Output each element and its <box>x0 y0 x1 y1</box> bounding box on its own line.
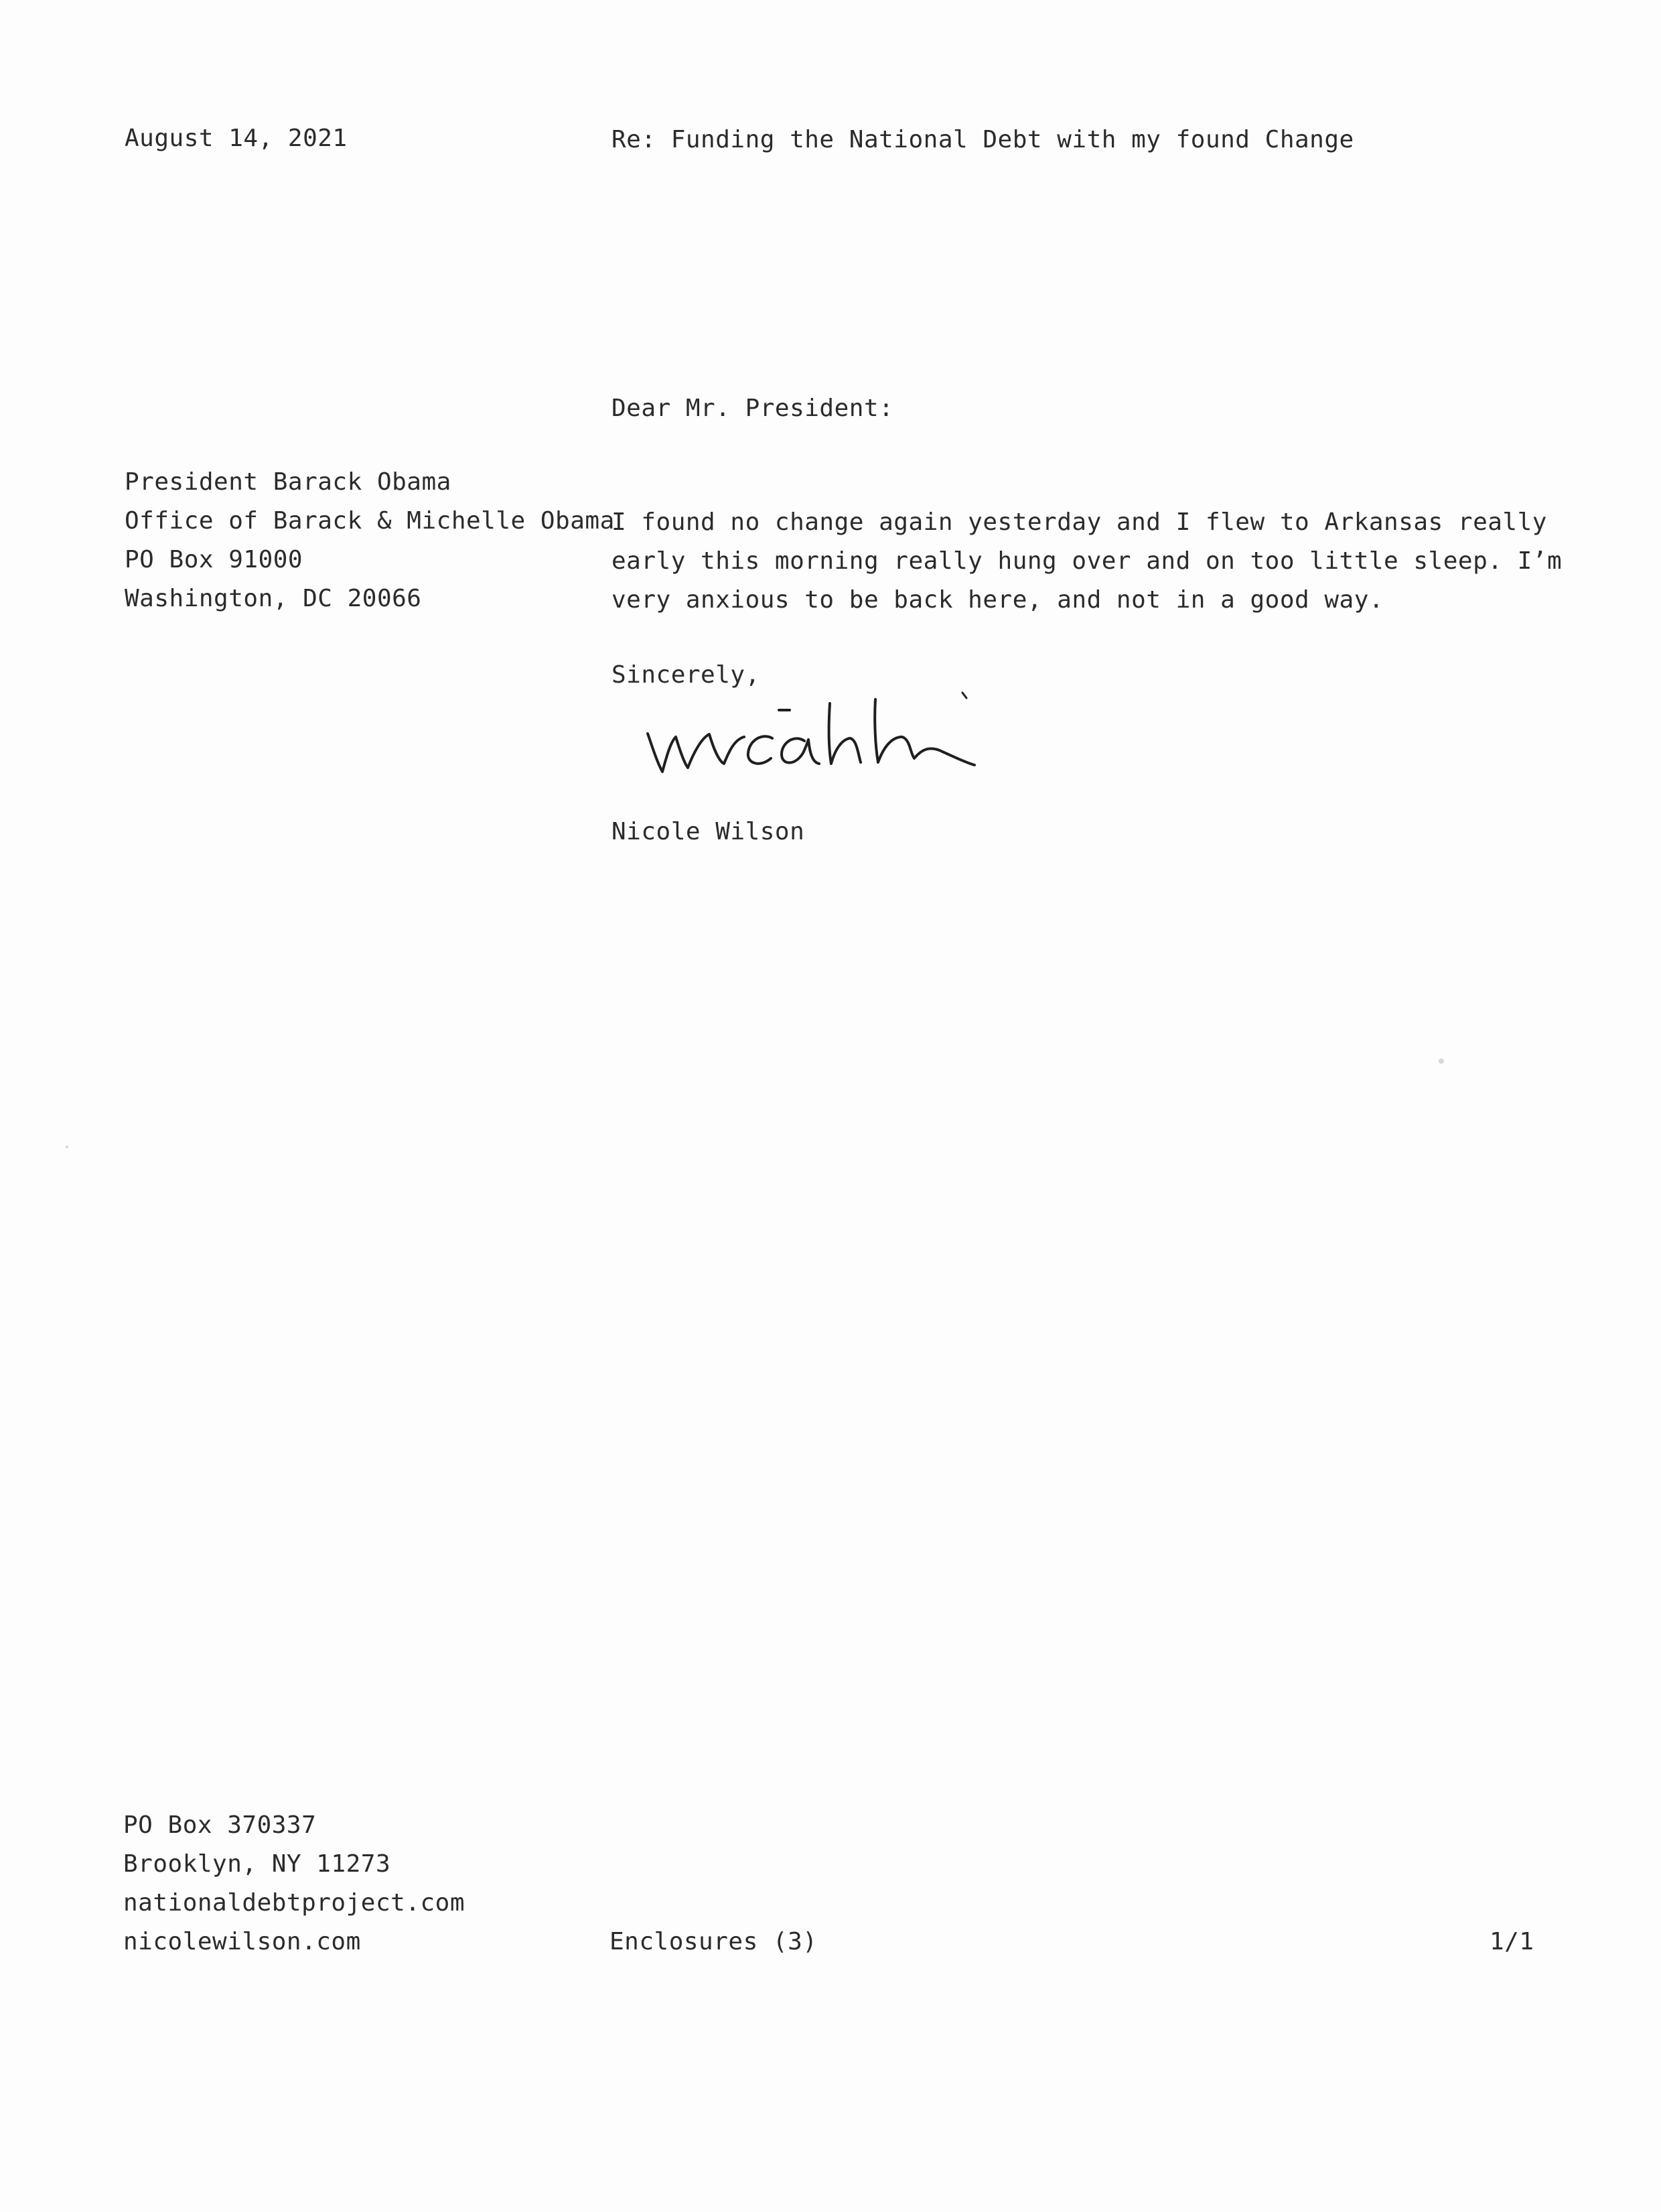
recipient-line: PO Box 91000 <box>125 546 303 573</box>
sender-line: PO Box 370337 <box>123 1811 317 1839</box>
sender-line: nationaldebtproject.com <box>123 1889 465 1917</box>
letter-subject: Re: Funding the National Debt with my found Change <box>611 126 1354 153</box>
scan-speck <box>1439 1058 1444 1064</box>
scan-speck <box>66 1146 68 1148</box>
page-number: 1/1 <box>1490 1928 1534 1955</box>
sender-line: nicolewilson.com <box>123 1928 361 1955</box>
recipient-line: Washington, DC 20066 <box>125 585 422 612</box>
recipient-address <box>125 463 615 618</box>
body-line: I found no change again yesterday and I flew to Arkansas really <box>611 508 1547 536</box>
letter-body <box>611 503 1562 620</box>
handwritten-signature <box>640 683 1001 797</box>
closing: Sincerely, <box>611 661 760 689</box>
enclosures-note: Enclosures (3) <box>609 1928 818 1955</box>
salutation: Dear Mr. President: <box>611 395 894 422</box>
body-line: early this morning really hung over and on too little sleep. I’m <box>611 547 1563 575</box>
sender-address <box>123 1806 465 1961</box>
recipient-line: President Barack Obama <box>125 468 451 496</box>
body-line: very anxious to be back here, and not in a good way. <box>611 586 1384 614</box>
letter-date: August 14, 2021 <box>125 125 348 152</box>
signer-name: Nicole Wilson <box>611 818 805 845</box>
sender-line: Brooklyn, NY 11273 <box>123 1850 391 1878</box>
recipient-line: Office of Barack & Michelle Obama <box>125 507 615 535</box>
